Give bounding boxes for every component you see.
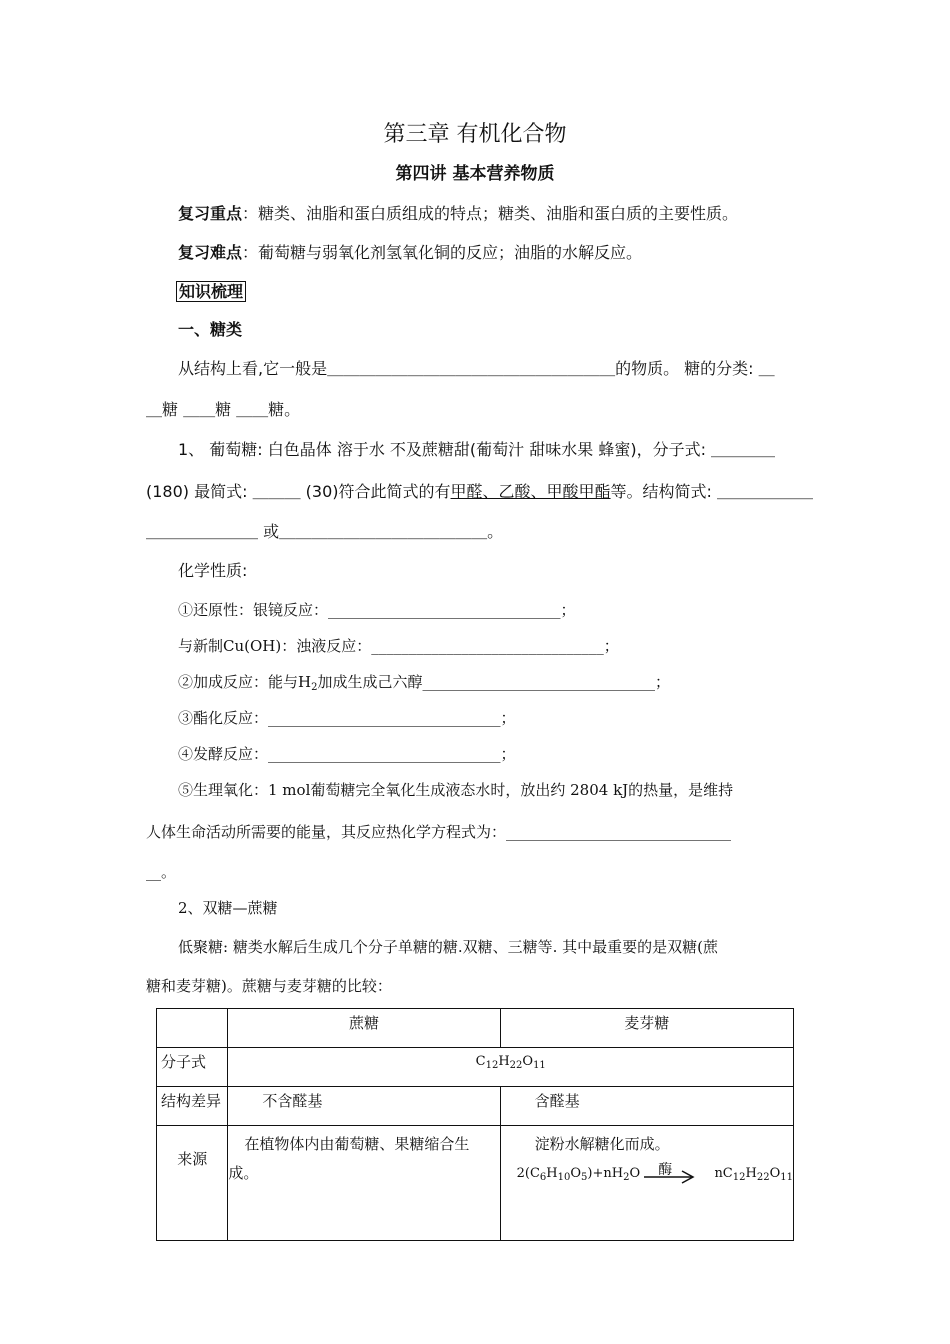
maltose-source-line: 淀粉水解糖化而成。 [534, 1135, 670, 1153]
reaction-addition-sub: 2 [311, 682, 318, 693]
reaction-oxidation-3: __。 [146, 863, 177, 881]
reaction-esterification: ③酯化反应：_______________________________； [178, 709, 516, 727]
table-header-row [157, 1009, 794, 1048]
eq-sub: 2 [623, 1172, 630, 1183]
paragraph-structure-2: ＿糖 ＿＿糖 ＿＿糖。 [146, 400, 301, 419]
catalyst-label: 酶 [658, 1161, 673, 1178]
eq-part: O [570, 1166, 582, 1181]
focus-text: ：糖类、油脂和蛋白质组成的特点；糖类、油脂和蛋白质的主要性质。 [242, 204, 739, 223]
eq-sub: 5 [581, 1172, 588, 1183]
reaction-addition [178, 672, 670, 698]
glucose-line-2 [146, 482, 813, 502]
glucose-line-2-post: 等。结构简式: ＿＿＿＿＿＿ [610, 482, 814, 501]
reaction-oxidation-1: ⑤生理氧化：1 mol葡萄糖完全氧化生成液态水时，放出约 2804 kJ的热量，是维持 [178, 781, 734, 799]
maltose-equation [501, 1158, 793, 1194]
chem-props-heading: 化学性质: [178, 561, 248, 580]
eq-part: H [546, 1166, 558, 1181]
table-row-source [157, 1126, 794, 1241]
oligosaccharide-line-1: 低聚糖: 糖类水解后生成几个分子单糖的糖.双糖、三糖等. 其中最重要的是双糖(蔗 [178, 938, 718, 956]
sucrose-source-line-1: 在植物体内由葡萄糖、果糖缩合生 [244, 1135, 470, 1153]
formula-c: C [475, 1054, 486, 1069]
section-disaccharide-heading: 2、双糖—蔗糖 [178, 899, 278, 917]
eq-sub: 11 [780, 1172, 793, 1183]
header-maltose: 麦芽糖 [500, 1009, 793, 1048]
chapter-title: 第三章 有机化合物 [383, 122, 567, 147]
lecture-title: 第四讲 基本营养物质 [395, 164, 555, 184]
reaction-oxidation-2: 人体生命活动所需要的能量，其反应热化学方程式为：______________________________ [146, 823, 732, 841]
focus-label: 复习重点 [178, 204, 243, 223]
formula-cell [228, 1048, 794, 1087]
maltose-structure: 含醛基 [500, 1087, 793, 1126]
eq-part: O [629, 1166, 641, 1181]
arrow-icon [644, 1170, 698, 1184]
row-label-source: 来源 [157, 1126, 228, 1241]
glucose-line-3: ＿＿＿＿＿＿＿ 或＿＿＿＿＿＿＿＿＿＿＿＿＿。 [146, 522, 504, 541]
eq-sub: 22 [756, 1172, 770, 1183]
table-row-formula [157, 1048, 794, 1087]
reaction-addition-post: 加成生成己六醇_______________________________； [317, 673, 670, 691]
knowledge-box: 知识梳理 [176, 281, 246, 302]
eq-part: H [745, 1166, 757, 1181]
reaction-cuoh: 与新制Cu(OH)：浊液反应：_______________________________； [178, 637, 619, 655]
oligosaccharide-line-2: 糖和麦芽糖)。蔗糖与麦芽糖的比较： [146, 977, 392, 995]
difficulty-label: 复习难点 [178, 243, 243, 262]
eq-part: nC [714, 1166, 733, 1181]
eq-part: )+nH [587, 1166, 624, 1181]
eq-part: 2(C [516, 1166, 540, 1181]
review-focus [178, 204, 738, 224]
table-row-structure [157, 1087, 794, 1126]
row-label-formula: 分子式 [157, 1048, 228, 1087]
formula-h-sub: 22 [509, 1060, 523, 1071]
row-label-structure: 结构差异 [157, 1087, 228, 1126]
formula-h: H [498, 1054, 510, 1069]
knowledge-box-line [176, 282, 246, 302]
difficulty-text: ：葡萄糖与弱氧化剂氢氧化铜的反应；油脂的水解反应。 [242, 243, 643, 262]
reaction-arrow [644, 1161, 700, 1184]
glucose-line-2-pre: (180) 最简式: ＿＿＿ (30)符合此简式的有 [146, 482, 451, 501]
paragraph-structure-1: 从结构上看,它一般是＿＿＿＿＿＿＿＿＿＿＿＿＿＿＿＿＿＿的物质。 糖的分类: ＿ [178, 359, 775, 378]
reaction-reducing: ①还原性：银镜反应：_______________________________； [178, 601, 576, 619]
formula-o-sub: 11 [533, 1060, 546, 1071]
formula-c-sub: 12 [485, 1060, 499, 1071]
header-sucrose: 蔗糖 [228, 1009, 500, 1048]
reaction-fermentation: ④发酵反应：_______________________________； [178, 745, 516, 763]
glucose-examples: 甲醛、乙酸、甲酸甲酯 [450, 482, 611, 501]
eq-part: O [769, 1166, 781, 1181]
section-sugars-heading: 一、糖类 [178, 320, 243, 339]
formula-o: O [522, 1054, 534, 1069]
comparison-table [156, 1008, 794, 1241]
eq-sub: 10 [557, 1172, 571, 1183]
sucrose-source-line-2: 成。 [228, 1164, 259, 1182]
reaction-addition-pre: ②加成反应：能与H [178, 673, 312, 691]
sucrose-source [228, 1126, 500, 1241]
maltose-source [500, 1126, 793, 1241]
glucose-line-1: 1、 葡萄糖: 白色晶体 溶于水 不及蔗糖甜(葡萄汁 甜味水果 蜂蜜)，分子式: ＿＿＿＿ [178, 440, 776, 459]
review-difficulty [178, 243, 642, 263]
table-corner-cell [157, 1009, 228, 1048]
sucrose-structure: 不含醛基 [228, 1087, 500, 1126]
eq-sub: 6 [539, 1172, 547, 1183]
eq-sub: 12 [732, 1172, 746, 1183]
